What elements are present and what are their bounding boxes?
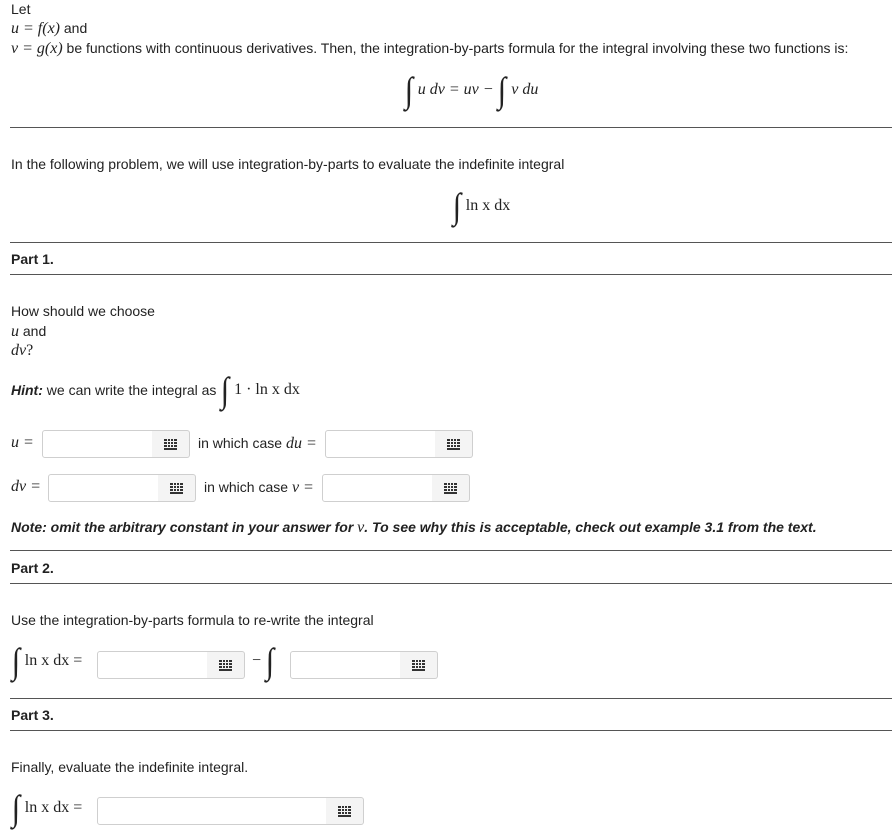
parts-formula [404,72,538,116]
problem-text: In the following problem, we will use integration-by-parts to evaluate the indefinite integral [11,156,565,172]
formula-right: v du [511,81,539,98]
integral-sign: ∫ [404,70,414,110]
integral-sign: ∫ [452,186,462,226]
part2-second-input[interactable] [290,651,401,679]
intro-v-line [11,40,848,58]
u-keyboard-button[interactable] [152,430,190,458]
hint-text: we can write the integral as [46,382,217,398]
v-input[interactable] [322,474,433,502]
part1-question: How should we choose [11,303,155,319]
minus-sign: − [252,652,262,669]
keyboard-grid-icon [444,483,458,494]
du-input[interactable] [325,430,436,458]
keyboard-grid-icon [412,660,426,671]
part3-answer-input[interactable] [97,797,327,825]
part2-text: Use the integration-by-parts formula to re-write the integral [11,612,374,628]
du-line: in which case du = [198,435,317,452]
v-keyboard-button[interactable] [432,474,470,502]
hint [11,372,300,416]
part3-lhs [11,790,82,834]
divider [10,583,892,584]
integral-sign: ∫ [221,370,230,410]
integral-sign: ∫ [11,788,21,828]
problem-integrand: ln x dx [465,197,511,214]
constant-note: Note: omit the arbitrary constant in your answer for v. To see why this is acceptable, check out example 3.1 from the text. [11,519,817,536]
v-line: in which case v = [204,479,314,496]
divider [10,730,892,731]
hint-label: Hint: [11,382,43,398]
part1-question-u: u and [11,323,47,340]
du-label: du = [285,435,317,452]
keyboard-grid-icon [447,439,461,450]
part1-title: Part 1. [11,251,54,267]
u-definition: u = f(x) [11,20,60,37]
keyboard-grid-icon [164,439,178,450]
part3-keyboard-button[interactable] [326,797,364,825]
dv-input[interactable] [48,474,159,502]
part3-title: Part 3. [11,707,54,723]
part2-title: Part 2. [11,560,54,576]
hint-expression: 1 · ln x dx [234,381,300,398]
intro-u-line [11,20,87,38]
and-text: and [63,20,88,36]
divider [10,274,892,275]
part3-lhs-expression: ln x dx = [24,799,83,816]
divider [10,550,892,551]
dv-label: dv = [11,478,41,495]
keyboard-grid-icon [170,483,184,494]
part2-first-input[interactable] [97,651,208,679]
formula-left: u dv = uv − [417,81,494,98]
part3-text: Finally, evaluate the indefinite integral. [11,759,249,775]
keyboard-grid-icon [219,660,233,671]
part2-second-keyboard-button[interactable] [400,651,438,679]
v-label: v = [291,479,314,496]
problem-integral [452,188,510,232]
dv-keyboard-button[interactable] [158,474,196,502]
part2-minus-integral [252,643,275,687]
divider [10,242,892,243]
integral-sign: ∫ [498,70,507,110]
u-label: u = [11,434,34,451]
keyboard-grid-icon [338,806,352,817]
integral-sign: ∫ [265,641,275,681]
intro-tail: be functions with continuous derivatives. Then, the integration-by-parts formula for the integral involving these two functions is: [66,40,849,56]
divider [10,127,892,128]
part1-question-dv: dv? [11,342,34,359]
part2-lhs-expression: ln x dx = [24,652,83,669]
divider [10,698,892,699]
intro-let: Let [11,1,31,17]
du-keyboard-button[interactable] [435,430,473,458]
part2-first-keyboard-button[interactable] [207,651,245,679]
v-definition: v = g(x) [11,40,63,57]
integral-sign: ∫ [11,641,21,681]
u-input[interactable] [42,430,153,458]
part2-lhs [11,643,82,687]
